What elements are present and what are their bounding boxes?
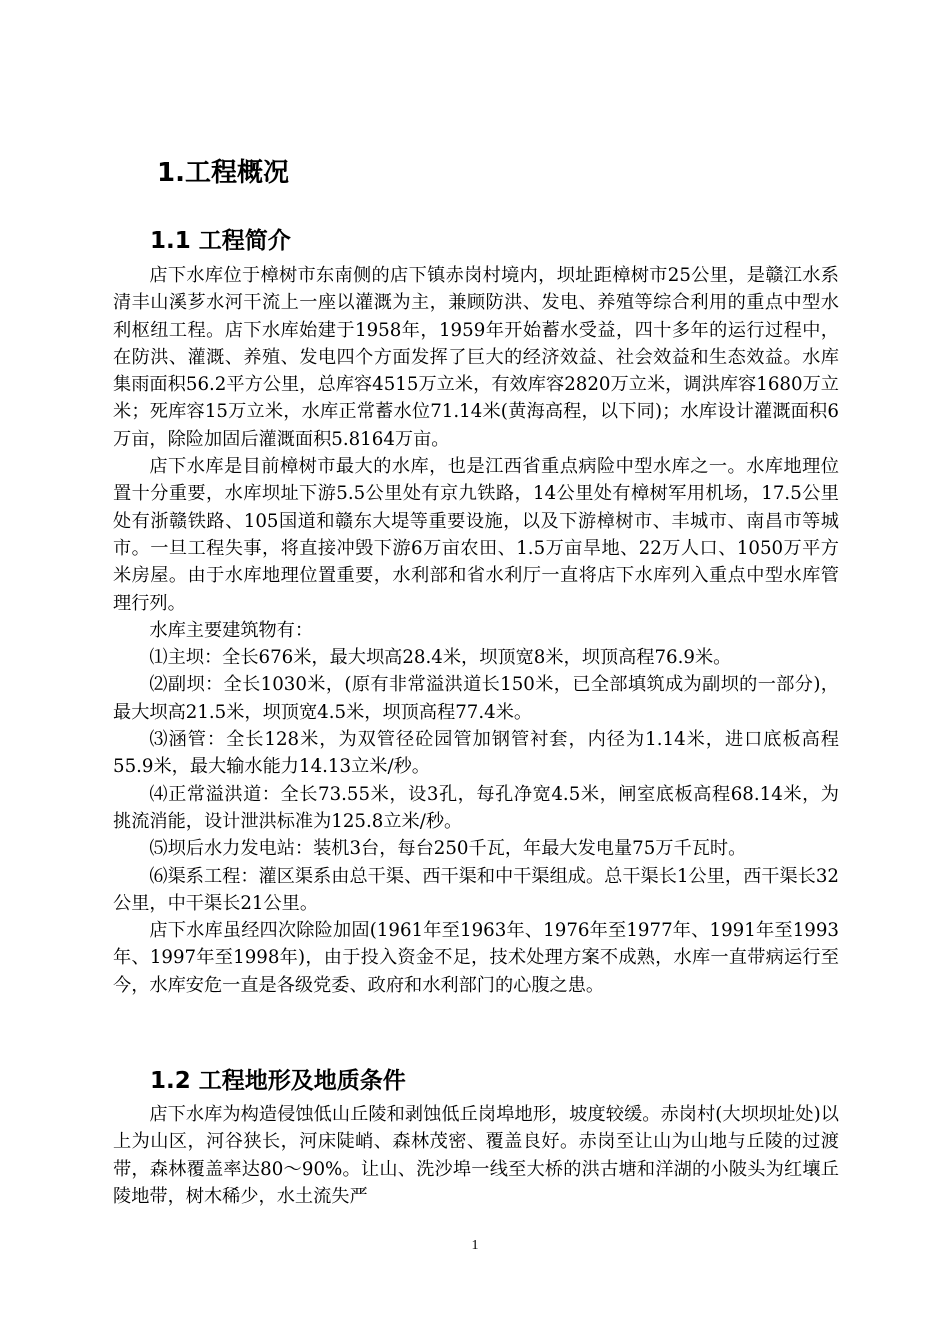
paragraph: 店下水库是目前樟树市最大的水库，也是江西省重点病险中型水库之一。水库地理位置十分重要，水库坝址下游5.5公里处有京九铁路，14公里处有樟树军用机场，17.5公里处有浙赣铁路、105国道和赣东大堤等重要设施，以及下游樟树市、丰城市、南昌市等城市。一旦工程失事，将直接冲毁下游6万亩农田、1.5万亩旱地、22万人口、1050万平方米房屋。由于水库地理位置重要，水利部和省水利厅一直将店下水库列入重点中型水库管理行列。 (113, 456, 839, 614)
page-number: 1 (471, 1238, 479, 1253)
section-1-1-body (113, 262, 839, 999)
paragraph: 店下水库为构造侵蚀低山丘陵和剥蚀低丘岗埠地形，坡度较缓。赤岗村(大坝坝址处)以上为山区，河谷狭长，河床陡峭、森林茂密、覆盖良好。赤岗至让山为山地与丘陵的过渡带，森林覆盖率达80～90%。让山、洗沙埠一线至大桥的洪古塘和洋湖的小陂头为红壤丘陵地带，树木稀少，水土流失严 (113, 1104, 839, 1207)
paragraph: 水库主要建筑物有： (149, 619, 314, 641)
section-heading-1-2: 1.2 工程地形及地质条件 (150, 1068, 406, 1094)
chapter-heading: 1.工程概况 (157, 158, 289, 188)
paragraph: 店下水库位于樟树市东南侧的店下镇赤岗村境内，坝址距樟树市25公里，是赣江水系清丰山溪芗水河干流上一座以灌溉为主，兼顾防洪、发电、养殖等综合利用的重点中型水利枢纽工程。店下水库始建于1958年，1959年开始蓄水受益，四十多年的运行过程中，在防洪、灌溉、养殖、发电四个方面发挥了巨大的经济效益、社会效益和生态效益。水库集雨面积56.2平方公里，总库容4515万立米，有效库容2820万立米，调洪库容1680万立米；死库容15万立米，水库正常蓄水位71.14米(黄海高程，以下同)；水库设计灌溉面积6万亩，除险加固后灌溉面积5.8164万亩。 (113, 265, 839, 450)
section-1-2-body (113, 1101, 839, 1210)
list-item-spillway: ⑷正常溢洪道：全长73.55米，设3孔，每孔净宽4.5米，闸室底板高程68.14米，为挑流消能，设计泄洪标准为125.8立米/秒。 (113, 783, 839, 832)
section-heading-1-1: 1.1 工程简介 (150, 228, 291, 254)
list-item-main-dam: ⑴主坝：全长676米，最大坝高28.4米，坝顶宽8米，坝顶高程76.9米。 (149, 647, 732, 669)
list-item-canal-system: ⑹渠系工程：灌区渠系由总干渠、西干渠和中干渠组成。总干渠长1公里，西干渠长32公里，中干渠长21公里。 (113, 865, 839, 914)
paragraph: 店下水库虽经四次除险加固(1961年至1963年、1976年至1977年、1991年至1993年、1997年至1998年)，由于投入资金不足，技术处理方案不成熟，水库一直带病运行至今，水库安危一直是各级党委、政府和水利部门的心腹之患。 (113, 920, 839, 996)
list-item-power-station: ⑸坝后水力发电站：装机3台，每台250千瓦，年最大发电量75万千瓦时。 (149, 838, 747, 860)
list-item-culvert: ⑶涵管：全长128米，为双管径砼园管加钢管衬套，内径为1.14米，进口底板高程55.9米，最大输水能力14.13立米/秒。 (113, 729, 839, 778)
list-item-auxiliary-dam: ⑵副坝：全长1030米，(原有非常溢洪道长150米，已全部填筑成为副坝的一部分)，最大坝高21.5米，坝顶宽4.5米，坝顶高程77.4米。 (113, 674, 839, 723)
